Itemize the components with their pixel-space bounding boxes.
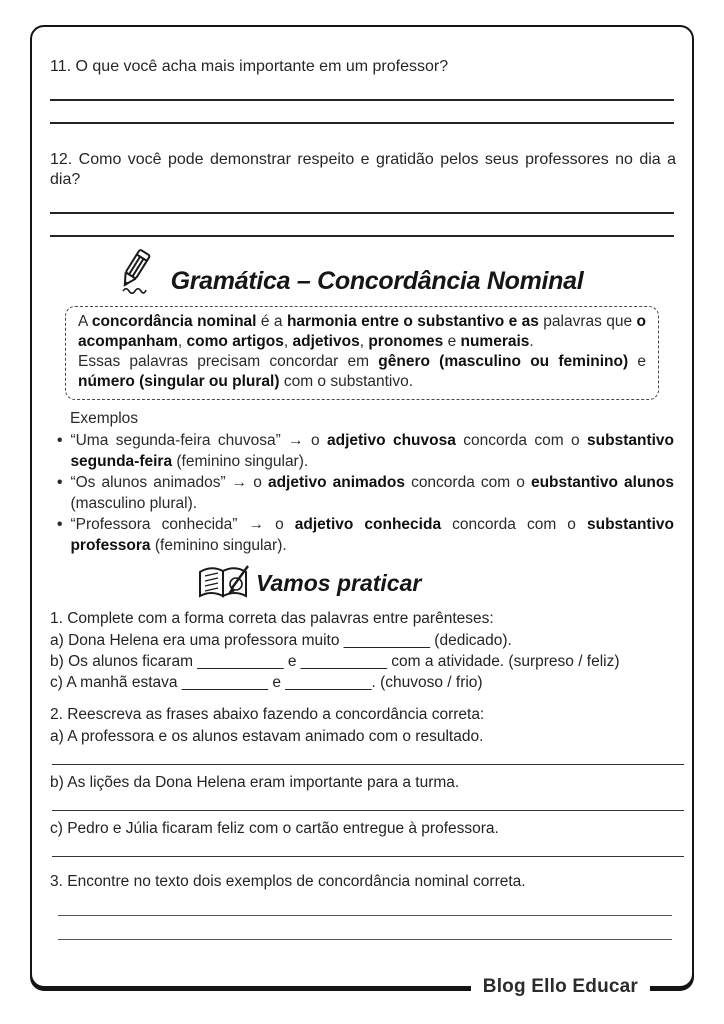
definition-box (65, 306, 659, 400)
exercise-2-item-c: c) Pedro e Júlia ficaram feliz com o cartão entregue à professora. (50, 820, 499, 837)
exercise-2 (50, 704, 676, 857)
practice-section-header (196, 562, 676, 604)
exercise-1-item-c: c) A manhã estava __________ e __________. (chuvoso / frio) (50, 674, 483, 691)
exercise-2-item-a: a) A professora e os alunos estavam animado com o resultado. (50, 728, 484, 745)
bullet-icon: • (57, 432, 63, 449)
exercise-1-intro: 1. Complete com a forma correta das palavras entre parênteses: (50, 610, 494, 627)
definition-paragraph: A concordância nominal é a harmonia entre o substantivo e as palavras que o acompanham, como artigos, adjetivos, pronomes e numerais. (78, 313, 647, 350)
answer-line (52, 747, 684, 765)
exercise-1-item-b: b) Os alunos ficaram __________ e __________ com a atividade. (surpreso / feliz) (50, 653, 620, 670)
answer-line (58, 892, 672, 916)
answer-line (52, 793, 684, 811)
question-11: 11. O que você acha mais importante em um professor? (50, 58, 449, 75)
pencil-icon (113, 247, 159, 295)
examples-list (57, 431, 674, 556)
bullet-icon: • (57, 516, 63, 533)
answer-line (50, 214, 674, 237)
exercise-1 (50, 608, 676, 693)
grammar-section-header (50, 247, 646, 295)
grammar-section-title: Gramática – Concordância Nominal (170, 267, 584, 295)
bullet-icon: • (57, 474, 63, 491)
answer-line (50, 190, 674, 214)
worksheet-page (30, 25, 694, 997)
examples-heading: Exemplos (70, 410, 139, 427)
definition-paragraph: Essas palavras precisam concordar em gênero (masculino ou feminino) e número (singular ou plural) com o substantivo. (78, 353, 646, 390)
answer-line (50, 77, 674, 101)
book-pen-icon (196, 562, 254, 604)
exercise-1-item-a: a) Dona Helena era uma professora muito __________ (dedicado). (50, 632, 512, 649)
answer-line (52, 839, 684, 857)
exercise-2-item-b: b) As lições da Dona Helena eram importante para a turma. (50, 774, 460, 791)
exercise-2-intro: 2. Reescreva as frases abaixo fazendo a concordância correta: (50, 706, 485, 723)
example-item: • “Professora conhecida” → o adjetivo conhecida concorda com o substantivo professora (feminino singular). (57, 515, 674, 556)
example-item: • “Os alunos animados” → o adjetivo animados concorda com o eubstantivo alunos (masculino plural). (57, 473, 674, 514)
example-item: • “Uma segunda-feira chuvosa” → o adjetivo chuvosa concorda com o substantivo segunda-feira (feminino singular). (57, 431, 674, 472)
practice-section-title: Vamos praticar (256, 570, 422, 596)
answer-line (58, 916, 672, 940)
answer-line (50, 101, 674, 124)
question-12: 12. Como você pode demonstrar respeito e gratidão pelos seus professores no dia a dia? (50, 151, 676, 188)
footer-brand: Blog Ello Educar (471, 975, 650, 999)
exercise-3-text: 3. Encontre no texto dois exemplos de concordância nominal correta. (50, 873, 526, 890)
exercise-3 (50, 871, 676, 940)
